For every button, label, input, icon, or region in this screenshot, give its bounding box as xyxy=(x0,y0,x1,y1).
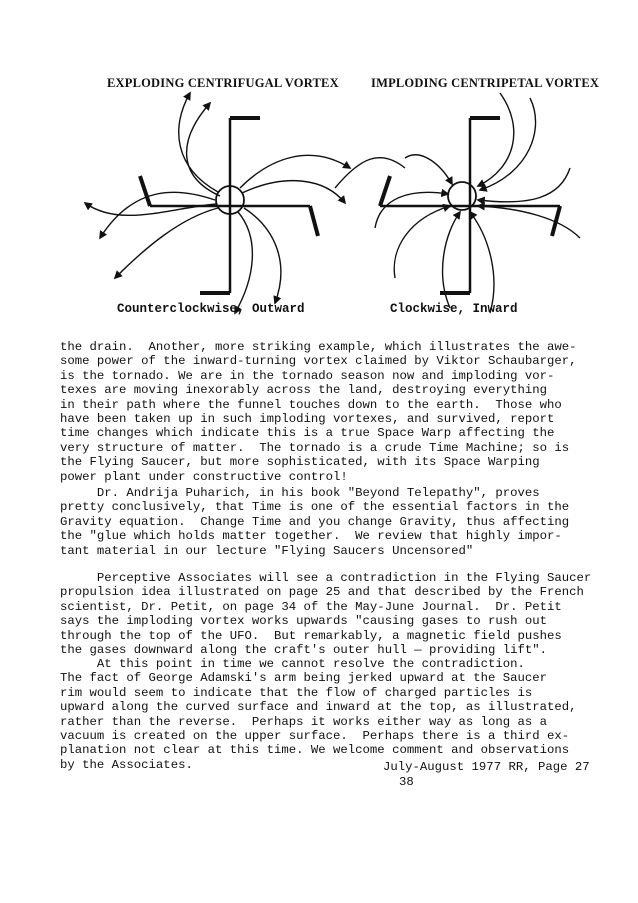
text-line: planation not clear at this time. We welcome comment and observations xyxy=(60,743,570,758)
paragraph-4 xyxy=(60,657,580,772)
text-line: the drain. Another, more striking example, which illustrates the awe- xyxy=(60,340,577,354)
text-line: scientist, Dr. Petit, on page 34 of the May-June Journal. Dr. Petit xyxy=(60,599,562,614)
text-line: in their path where the funnel touches down to the earth. Those who xyxy=(60,397,562,412)
paragraph-2 xyxy=(60,486,580,558)
exploding-vortex-figure xyxy=(85,93,350,313)
text-line: the gases downward along the craft's outer hull — providing lift". xyxy=(60,643,548,658)
text-line: some power of the inward-turning vortex claimed by Viktor Schaubarger, xyxy=(60,354,577,369)
text-line: At this point in time we cannot resolve the contradiction. xyxy=(60,657,525,671)
text-line: Gravity equation. Change Time and you change Gravity, thus affecting xyxy=(60,514,570,529)
text-line: vacuum is created on the upper surface. Perhaps there is a third ex- xyxy=(60,729,570,744)
page-number: 38 xyxy=(399,775,414,789)
text-line: time changes which indicate this is a true Space Warp affecting the xyxy=(60,426,555,441)
imploding-vortex-figure xyxy=(375,93,580,313)
text-line: Dr. Andrija Puharich, in his book "Beyond Telepathy", proves xyxy=(60,486,540,500)
left-diagram-caption: Counterclockwise, Outward xyxy=(117,302,305,316)
connecting-arc xyxy=(335,158,405,188)
text-line: very structure of matter. The tornado is a crude Time Machine; so is xyxy=(60,440,570,455)
text-line: have been taken up in such imploding vortexes, and survived, report xyxy=(60,412,555,427)
left-diagram-title: EXPLODING CENTRIFUGAL VORTEX xyxy=(107,76,339,90)
text-line: tant material in our lecture "Flying Saucers Uncensored" xyxy=(60,543,474,558)
right-hook-west xyxy=(380,176,390,206)
text-line: texes are moving inexorably across the land, destroying everything xyxy=(60,383,548,398)
text-line: Perceptive Associates will see a contradiction in the Flying Saucer xyxy=(60,571,592,585)
paragraph-3 xyxy=(60,571,592,658)
text-line: pretty conclusively, that Time is one of the essential factors in the xyxy=(60,500,570,515)
vortex-diagram xyxy=(60,88,590,318)
text-line: rim would seem to indicate that the flow of charged particles is xyxy=(60,685,533,700)
right-inward-spirals xyxy=(375,93,580,313)
text-line: says the imploding vortex works upwards "causing gases to rush out xyxy=(60,614,548,629)
text-line: the Flying Saucer, but more sophisticated, with its Space Warping xyxy=(60,455,540,470)
right-diagram-caption: Clockwise, Inward xyxy=(390,302,518,316)
left-hook-east xyxy=(310,206,318,236)
paragraph-1 xyxy=(60,340,580,484)
text-line: through the top of the UFO. But remarkably, a magnetic field pushes xyxy=(60,628,562,643)
left-hook-west xyxy=(140,176,150,206)
text-line: propulsion idea illustrated on page 25 and that described by the French xyxy=(60,585,584,600)
text-line: The fact of George Adamski's arm being jerked upward at the Saucer xyxy=(60,671,548,686)
text-line: upward along the curved surface and inward at the top, as illustrated, xyxy=(60,700,577,715)
text-line: power plant under constructive control! xyxy=(60,469,348,484)
left-outward-spirals xyxy=(85,93,350,313)
text-line: by the Associates. xyxy=(60,757,193,772)
text-line: is the tornado. We are in the tornado season now and imploding vor- xyxy=(60,368,555,383)
text-line: the "glue which holds matter together. We review that highly impor- xyxy=(60,529,562,544)
text-line: rather than the reverse. Perhaps it works either way as long as a xyxy=(60,714,548,729)
right-diagram-title: IMPLODING CENTRIPETAL VORTEX xyxy=(371,76,600,90)
source-citation: July-August 1977 RR, Page 27 xyxy=(383,760,590,774)
